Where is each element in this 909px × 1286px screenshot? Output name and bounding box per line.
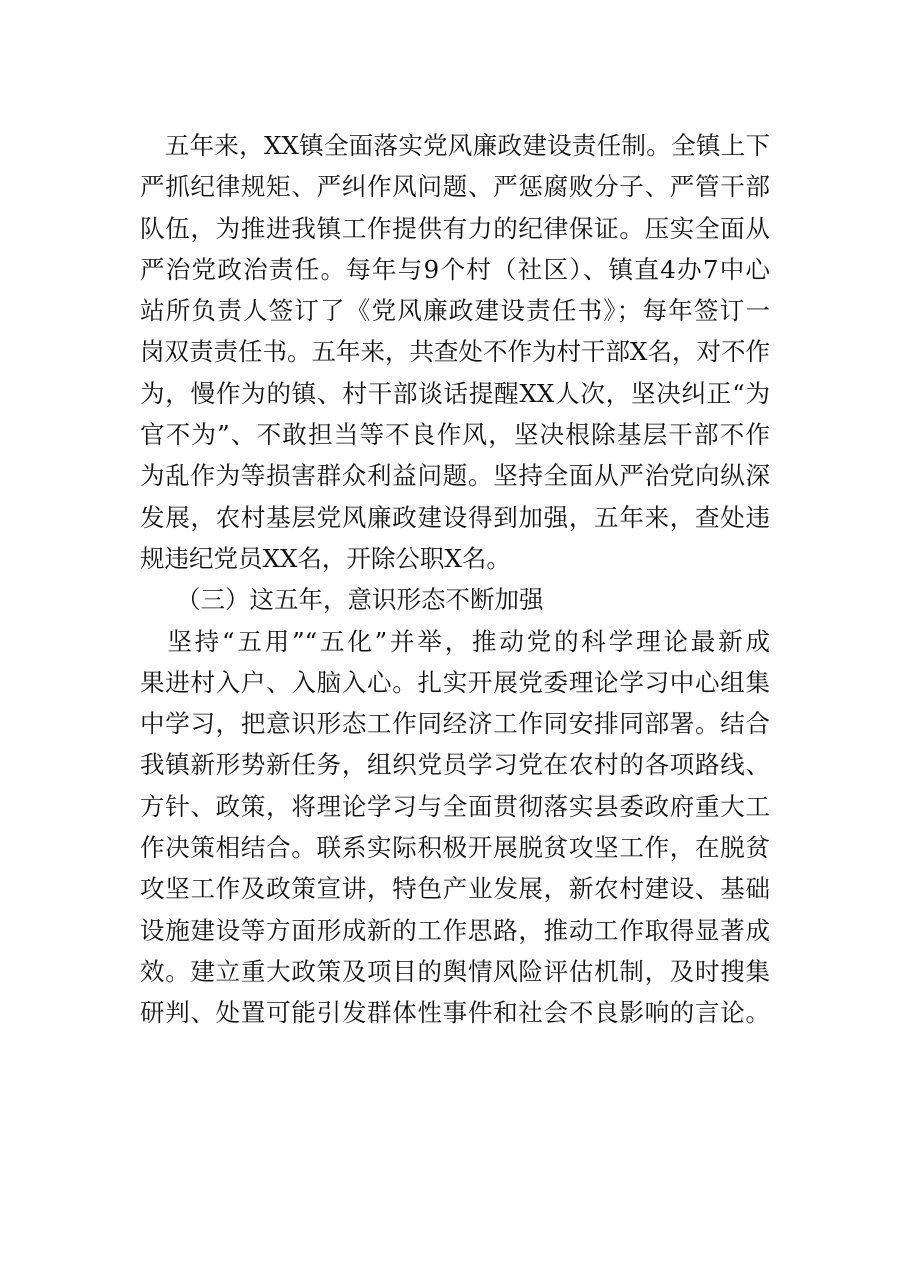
paragraph-1-line-7: 为，慢作为的镇、村干部谈话提醒XX人次，坚决纠正“为 bbox=[140, 378, 770, 408]
paragraph-2-line-3: 中学习，把意识形态工作同经济工作同安排同部署。结合 bbox=[140, 709, 770, 739]
paragraph-1-line-3: 队伍，为推进我镇工作提供有力的纪律保证。压实全面从 bbox=[140, 213, 770, 243]
paragraph-1-line-5: 站所负责人签订了《党风廉政建设责任书》；每年签订一 bbox=[140, 296, 770, 326]
paragraph-2-line-6: 作决策相结合。联系实际积极开展脱贫攻坚工作，在脱贫 bbox=[140, 833, 770, 863]
paragraph-1-line-4: 严治党政治责任。每年与9个村（社区）、镇直4办7中心 bbox=[140, 254, 770, 284]
paragraph-2-line-7: 攻坚工作及政策宣讲，特色产业发展，新农村建设、基础 bbox=[140, 874, 770, 904]
paragraph-1-line-2: 严抓纪律规矩、严纠作风问题、严惩腐败分子、严管干部 bbox=[140, 172, 770, 202]
paragraph-2-line-10: 研判、处置可能引发群体性事件和社会不良影响的言论。 bbox=[140, 998, 770, 1028]
paragraph-2-line-4: 我镇新形势新任务，组织党员学习党在农村的各项路线、 bbox=[140, 750, 770, 780]
section-heading: （三）这五年，意识形态不断加强 bbox=[176, 585, 544, 615]
paragraph-2-line-8: 设施建设等方面形成新的工作思路，推动工作取得显著成 bbox=[140, 915, 770, 945]
paragraph-1-line-6: 岗双责责任书。五年来，共查处不作为村干部X名，对不作 bbox=[140, 337, 770, 367]
paragraph-2-line-2: 果进村入户、入脑入心。扎实开展党委理论学习中心组集 bbox=[140, 667, 770, 697]
paragraph-2-line-1: 坚持“五用”“五化”并举，推动党的科学理论最新成 bbox=[140, 626, 770, 656]
paragraph-1-line-1: 五年来，XX镇全面落实党风廉政建设责任制。全镇上下 bbox=[140, 131, 770, 160]
paragraph-1-line-9: 为乱作为等损害群众利益问题。坚持全面从严治党向纵深 bbox=[140, 461, 770, 491]
paragraph-1-line-8: 官不为”、不敢担当等不良作风，坚决根除基层干部不作 bbox=[140, 420, 770, 450]
document-body bbox=[140, 125, 770, 1034]
paragraph-1-line-10: 发展，农村基层党风廉政建设得到加强，五年来，查处违 bbox=[140, 502, 770, 532]
paragraph-1-line-11: 规违纪党员XX名，开除公职X名。 bbox=[140, 543, 511, 573]
paragraph-2-line-9: 效。建立重大政策及项目的舆情风险评估机制，及时搜集 bbox=[140, 956, 770, 986]
paragraph-2-line-5: 方针、政策，将理论学习与全面贯彻落实县委政府重大工 bbox=[140, 791, 770, 821]
